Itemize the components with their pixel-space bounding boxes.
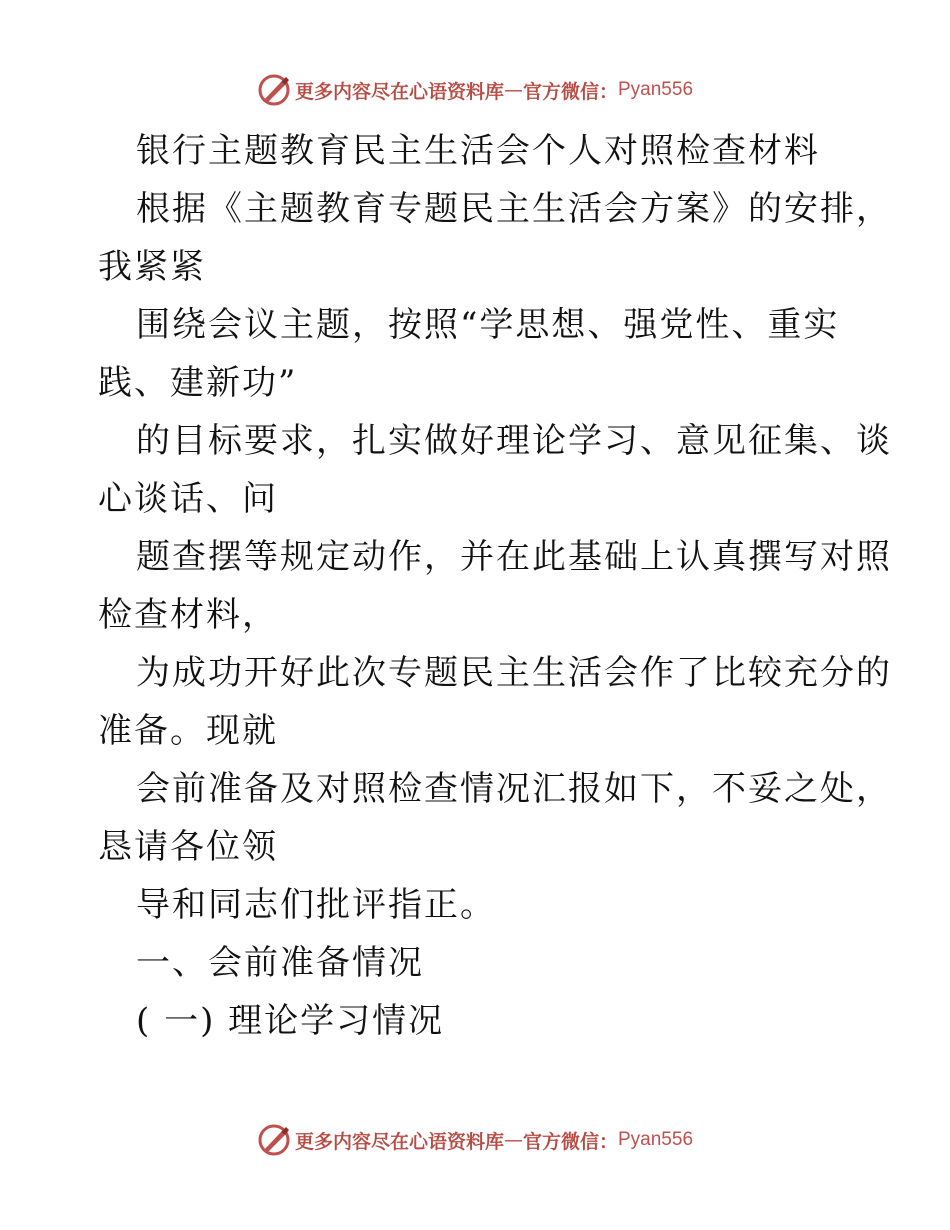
paragraph-line: 践、建新功” [98,363,298,403]
section-heading: 一、会前准备情况 [136,943,424,983]
watermark-main-text: 更多内容尽在心语资料库 [294,1130,504,1153]
document-title: 银行主题教育民主生活会个人对照检查材料 [136,131,820,171]
watermark-wechat-id: Pyan556 [618,1129,694,1150]
paragraph-line: 会前准备及对照检查情况汇报如下，不妥之处， [136,769,892,809]
watermark-header [0,70,950,110]
watermark-main-text: 更多内容尽在心语资料库 [294,80,504,103]
paragraph-line: 我紧紧 [98,247,206,287]
paragraph-line: 心谈话、问 [98,479,278,519]
watermark-footer [0,1120,950,1160]
watermark-separator: — [503,79,523,101]
paragraph-line: 题查摆等规定动作，并在此基础上认真撰写对照 [136,537,892,577]
paragraph-line: 准备。现就 [98,711,278,751]
watermark-suffix: 官方微信： [522,1130,618,1153]
paragraph-line: 围绕会议主题，按照“学思想、强党性、重实 [136,305,840,345]
watermark-suffix: 官方微信： [522,80,618,103]
watermark-wechat-id: Pyan556 [618,79,694,100]
paragraph-line: 为成功开好此次专题民主生活会作了比较充分的 [136,653,892,693]
paragraph-line: 恳请各位领 [98,827,278,867]
paragraph-line: 的目标要求，扎实做好理论学习、意见征集、谈 [136,421,892,461]
paragraph-line: 导和同志们批评指正。 [136,885,496,925]
paragraph-line: 检查材料， [98,595,278,635]
document-body [98,122,892,1050]
pen-logo-icon [257,73,291,107]
pen-logo-icon [257,1123,291,1157]
watermark-separator: — [503,1129,523,1151]
subsection-heading: ( 一) 理论学习情况 [136,1001,445,1041]
paragraph-line: 根据《主题教育专题民主生活会方案》的安排， [136,189,892,229]
